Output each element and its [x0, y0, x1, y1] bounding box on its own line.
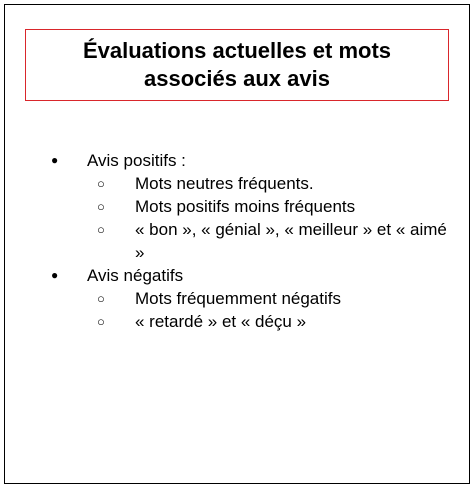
sub-bullet-text: « retardé » et « déçu »: [135, 312, 307, 331]
sub-bullet-item: [47, 287, 447, 310]
sub-bullet-text: Mots neutres fréquents.: [135, 174, 314, 193]
bullet-dot-icon: ●: [51, 268, 59, 282]
bullet-circle-icon: ○: [97, 199, 105, 214]
sub-bullet-item: [47, 310, 447, 333]
bullet-circle-icon: ○: [97, 314, 105, 329]
bullet-circle-icon: ○: [97, 222, 105, 237]
sub-bullet-text: « bon », « génial », « meilleur » et « aimé »: [135, 220, 447, 262]
bullet-label: Avis positifs :: [87, 151, 186, 170]
bullet-circle-icon: ○: [97, 176, 105, 191]
sub-bullet-item: [47, 195, 447, 218]
slide-title: Évaluations actuelles et mots associés aux avis: [82, 38, 392, 91]
bullet-circle-icon: ○: [97, 291, 105, 306]
bullet-dot-icon: ●: [51, 153, 59, 167]
sub-bullet-item: [47, 172, 447, 195]
sub-bullet-text: Mots positifs moins fréquents: [135, 197, 356, 216]
sub-bullet-text: Mots fréquemment négatifs: [135, 289, 341, 308]
title-box: [25, 29, 449, 101]
bullet-item-negative: [47, 264, 447, 287]
bullet-item-positive: [47, 149, 447, 172]
slide-page: [4, 4, 470, 484]
sub-bullet-item: [47, 218, 447, 264]
bullet-label: Avis négatifs: [87, 266, 184, 285]
bullet-list: [47, 149, 447, 333]
